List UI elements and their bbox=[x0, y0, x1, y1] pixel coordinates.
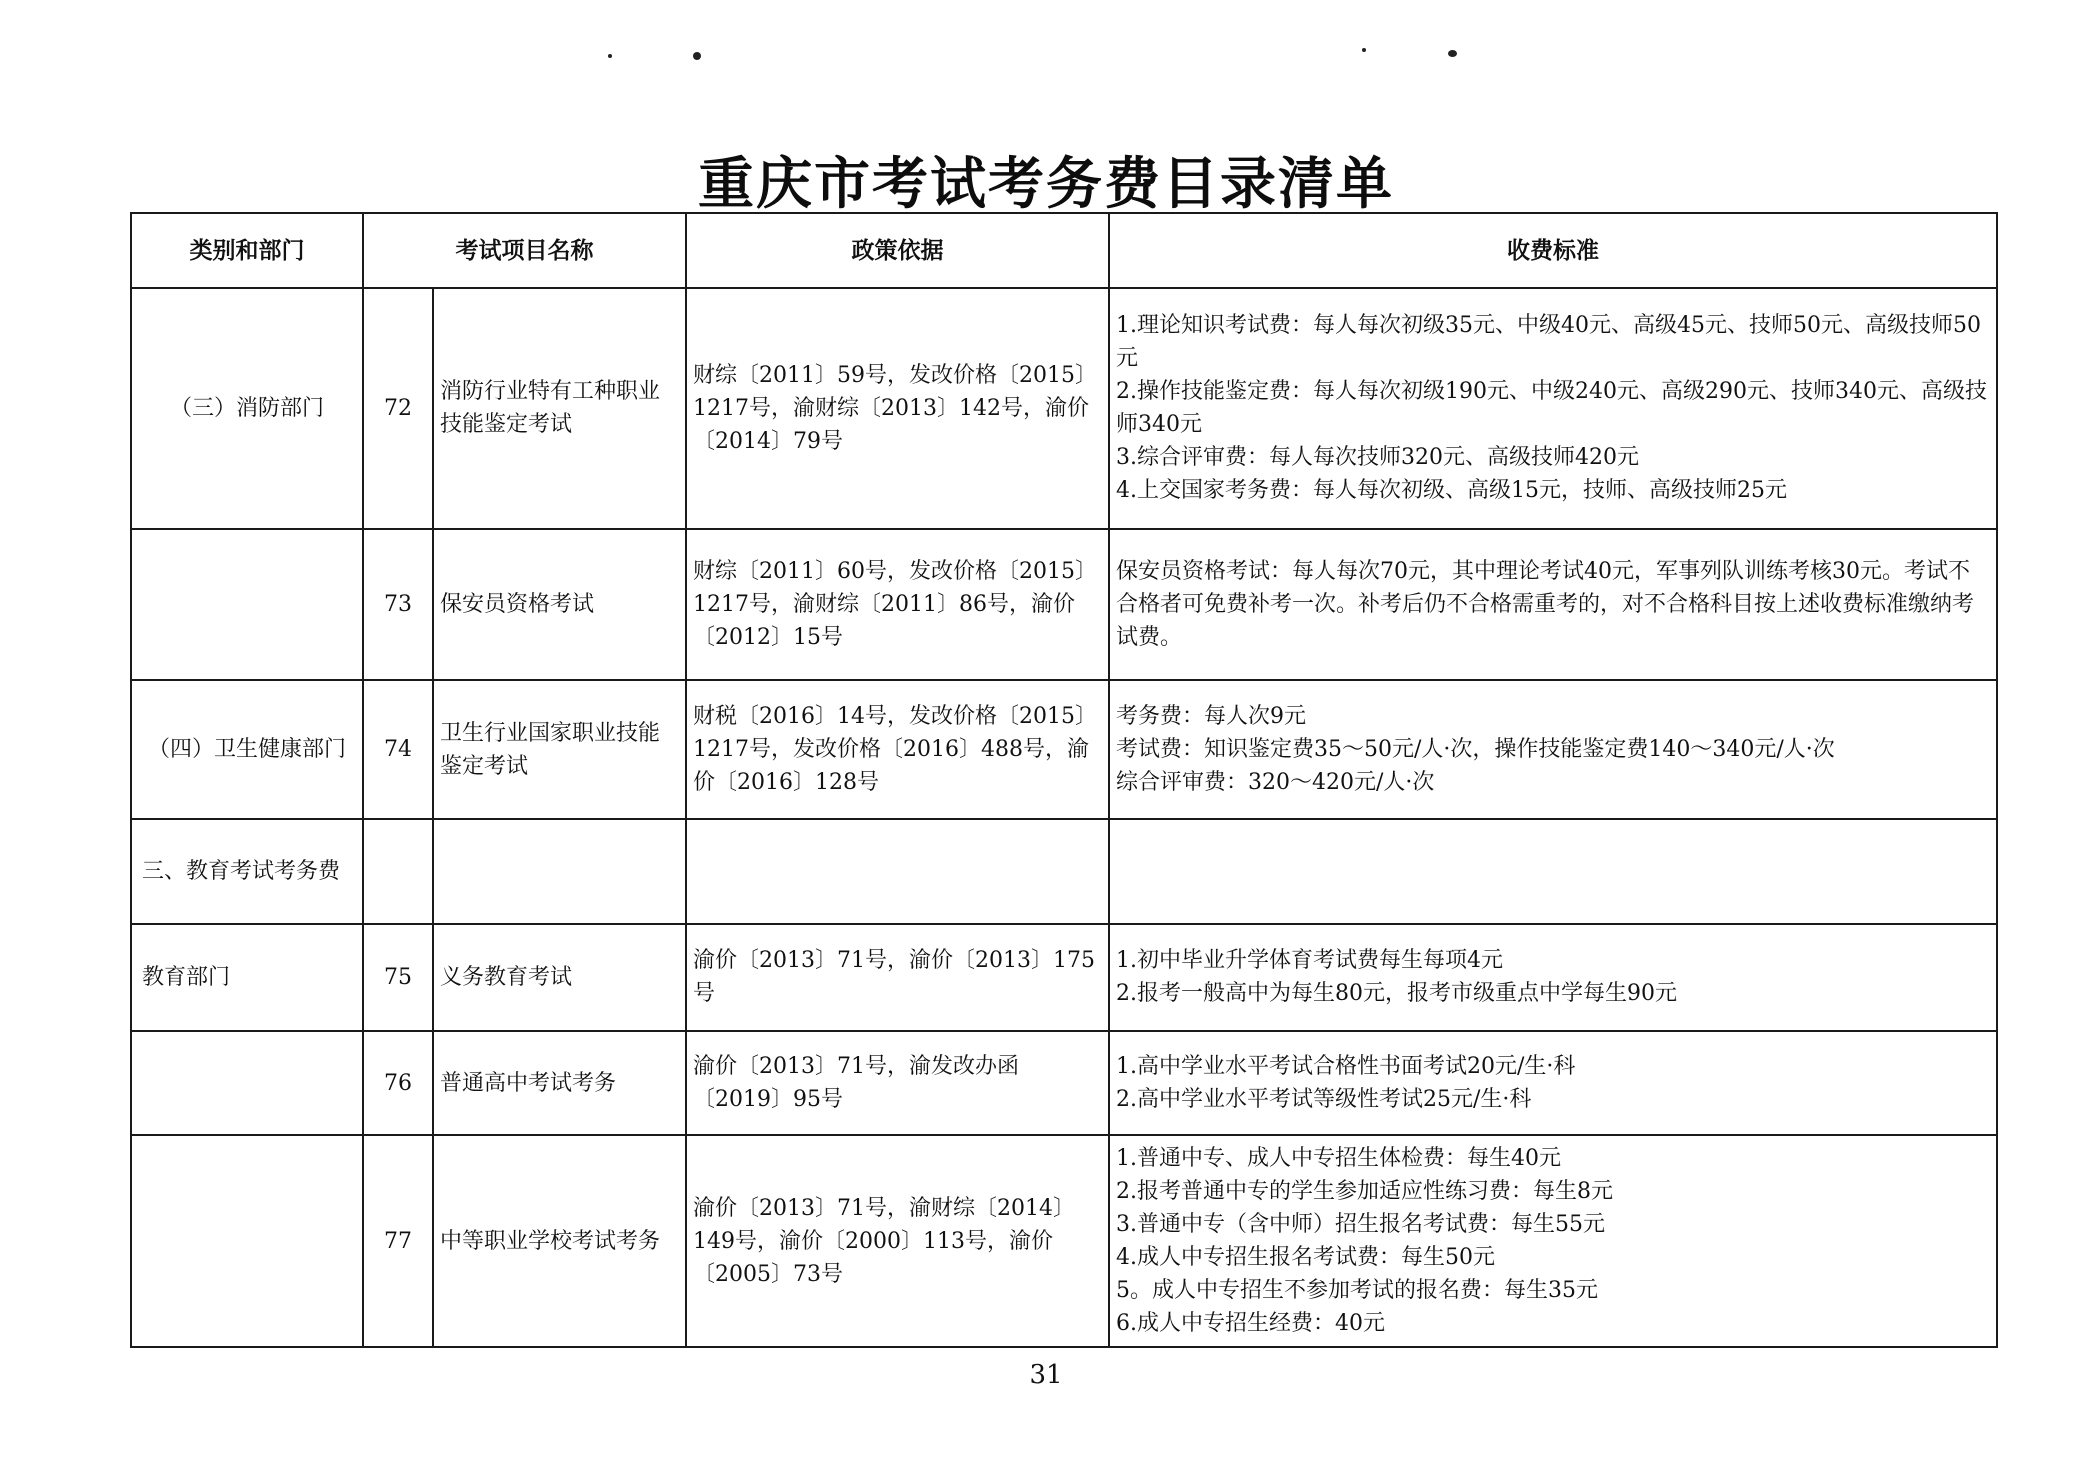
header-exam-name: 考试项目名称 bbox=[363, 213, 686, 288]
header-fee-standard: 收费标准 bbox=[1109, 213, 1997, 288]
table-row bbox=[131, 529, 1997, 680]
item-number-cell: 73 bbox=[363, 529, 433, 680]
fee-standard-cell bbox=[1109, 288, 1997, 530]
table-row bbox=[131, 288, 1997, 530]
scan-speck bbox=[608, 54, 612, 58]
table-row bbox=[131, 819, 1997, 924]
fee-line: 2.报考普通中专的学生参加适应性练习费：每生8元 bbox=[1116, 1179, 1613, 1205]
exam-name-cell: 普通高中考试考务 bbox=[433, 1031, 686, 1136]
fee-standard-cell bbox=[1109, 819, 1997, 924]
table-row bbox=[131, 1031, 1997, 1136]
fee-standard-cell bbox=[1109, 680, 1997, 819]
department-cell: （四）卫生健康部门 bbox=[131, 680, 363, 819]
fee-line: 6.成人中专招生经费：40元 bbox=[1116, 1311, 1385, 1337]
department-cell bbox=[131, 1135, 363, 1347]
fee-line: 2.高中学业水平考试等级性考试25元/生·科 bbox=[1116, 1087, 1532, 1113]
header-policy: 政策依据 bbox=[686, 213, 1109, 288]
scan-speck bbox=[1362, 48, 1366, 52]
table-row bbox=[131, 924, 1997, 1031]
fee-line: 2.报考一般高中为每生80元，报考市级重点中学每生90元 bbox=[1116, 981, 1677, 1007]
fee-line: 1.普通中专、成人中专招生体检费：每生40元 bbox=[1116, 1146, 1561, 1172]
scan-speck bbox=[693, 52, 701, 60]
item-number-cell bbox=[363, 819, 433, 924]
header-category: 类别和部门 bbox=[131, 213, 363, 288]
fee-line: 2.操作技能鉴定费：每人每次初级190元、中级240元、高级290元、技师340元、高级技师340元 bbox=[1116, 379, 1987, 438]
exam-name-cell: 消防行业特有工种职业技能鉴定考试 bbox=[433, 288, 686, 530]
fee-line: 1.高中学业水平考试合格性书面考试20元/生·科 bbox=[1116, 1054, 1576, 1080]
fee-line: 考试费：知识鉴定费35～50元/人·次，操作技能鉴定费140～340元/人·次 bbox=[1116, 737, 1835, 763]
table-row bbox=[131, 1135, 1997, 1347]
fee-line: 考务费：每人次9元 bbox=[1116, 704, 1306, 730]
document-title: 重庆市考试考务费目录清单 bbox=[698, 151, 1394, 217]
table-header-row bbox=[131, 213, 1997, 288]
item-number-cell: 75 bbox=[363, 924, 433, 1031]
fee-line: 4.成人中专招生报名考试费：每生50元 bbox=[1116, 1245, 1495, 1271]
policy-cell: 财综〔2011〕59号，发改价格〔2015〕1217号，渝财综〔2013〕142号，渝价〔2014〕79号 bbox=[686, 288, 1109, 530]
fee-line: 5。成人中专招生不参加考试的报名费：每生35元 bbox=[1116, 1278, 1598, 1304]
policy-cell: 财税〔2016〕14号，发改价格〔2015〕1217号，发改价格〔2016〕488号，渝价〔2016〕128号 bbox=[686, 680, 1109, 819]
item-number-cell: 72 bbox=[363, 288, 433, 530]
exam-name-cell: 卫生行业国家职业技能鉴定考试 bbox=[433, 680, 686, 819]
table-row bbox=[131, 680, 1997, 819]
policy-cell bbox=[686, 819, 1109, 924]
department-cell bbox=[131, 1031, 363, 1136]
fee-standard-cell bbox=[1109, 924, 1997, 1031]
policy-cell: 渝价〔2013〕71号，渝价〔2013〕175号 bbox=[686, 924, 1109, 1031]
fee-line: 3.综合评审费：每人每次技师320元、高级技师420元 bbox=[1116, 445, 1639, 471]
department-cell bbox=[131, 529, 363, 680]
item-number-cell: 74 bbox=[363, 680, 433, 819]
exam-name-cell: 义务教育考试 bbox=[433, 924, 686, 1031]
item-number-cell: 76 bbox=[363, 1031, 433, 1136]
fee-line: 综合评审费：320～420元/人·次 bbox=[1116, 770, 1435, 796]
fee-line: 1.初中毕业升学体育考试费每生每项4元 bbox=[1116, 948, 1503, 974]
fee-line: 4.上交国家考务费：每人每次初级、高级15元，技师、高级技师25元 bbox=[1116, 478, 1787, 504]
policy-cell: 财综〔2011〕60号，发改价格〔2015〕1217号，渝财综〔2011〕86号，渝价〔2012〕15号 bbox=[686, 529, 1109, 680]
fee-standard-cell bbox=[1109, 1135, 1997, 1347]
scan-speck bbox=[1448, 50, 1457, 57]
exam-name-cell bbox=[433, 819, 686, 924]
fee-standard-cell bbox=[1109, 529, 1997, 680]
fee-standard-cell bbox=[1109, 1031, 1997, 1136]
fee-line: 3.普通中专（含中师）招生报名考试费：每生55元 bbox=[1116, 1212, 1605, 1238]
policy-cell: 渝价〔2013〕71号，渝发改办函〔2019〕95号 bbox=[686, 1031, 1109, 1136]
exam-name-cell: 中等职业学校考试考务 bbox=[433, 1135, 686, 1347]
exam-name-cell: 保安员资格考试 bbox=[433, 529, 686, 680]
fee-line: 保安员资格考试：每人每次70元，其中理论考试40元，军事列队训练考核30元。考试不合格者可免费补考一次。补考后仍不合格需重考的，对不合格科目按上述收费标准缴纳考试费。 bbox=[1116, 559, 1975, 651]
department-cell: 教育部门 bbox=[131, 924, 363, 1031]
fee-table bbox=[130, 212, 1998, 1348]
policy-cell: 渝价〔2013〕71号，渝财综〔2014〕149号，渝价〔2000〕113号，渝价〔2005〕73号 bbox=[686, 1135, 1109, 1347]
item-number-cell: 77 bbox=[363, 1135, 433, 1347]
department-cell: 三、教育考试考务费 bbox=[131, 819, 363, 924]
department-cell: （三）消防部门 bbox=[131, 288, 363, 530]
fee-line: 1.理论知识考试费：每人每次初级35元、中级40元、高级45元、技师50元、高级技师50元 bbox=[1116, 313, 1981, 372]
page-number: 31 bbox=[1029, 1360, 1063, 1390]
